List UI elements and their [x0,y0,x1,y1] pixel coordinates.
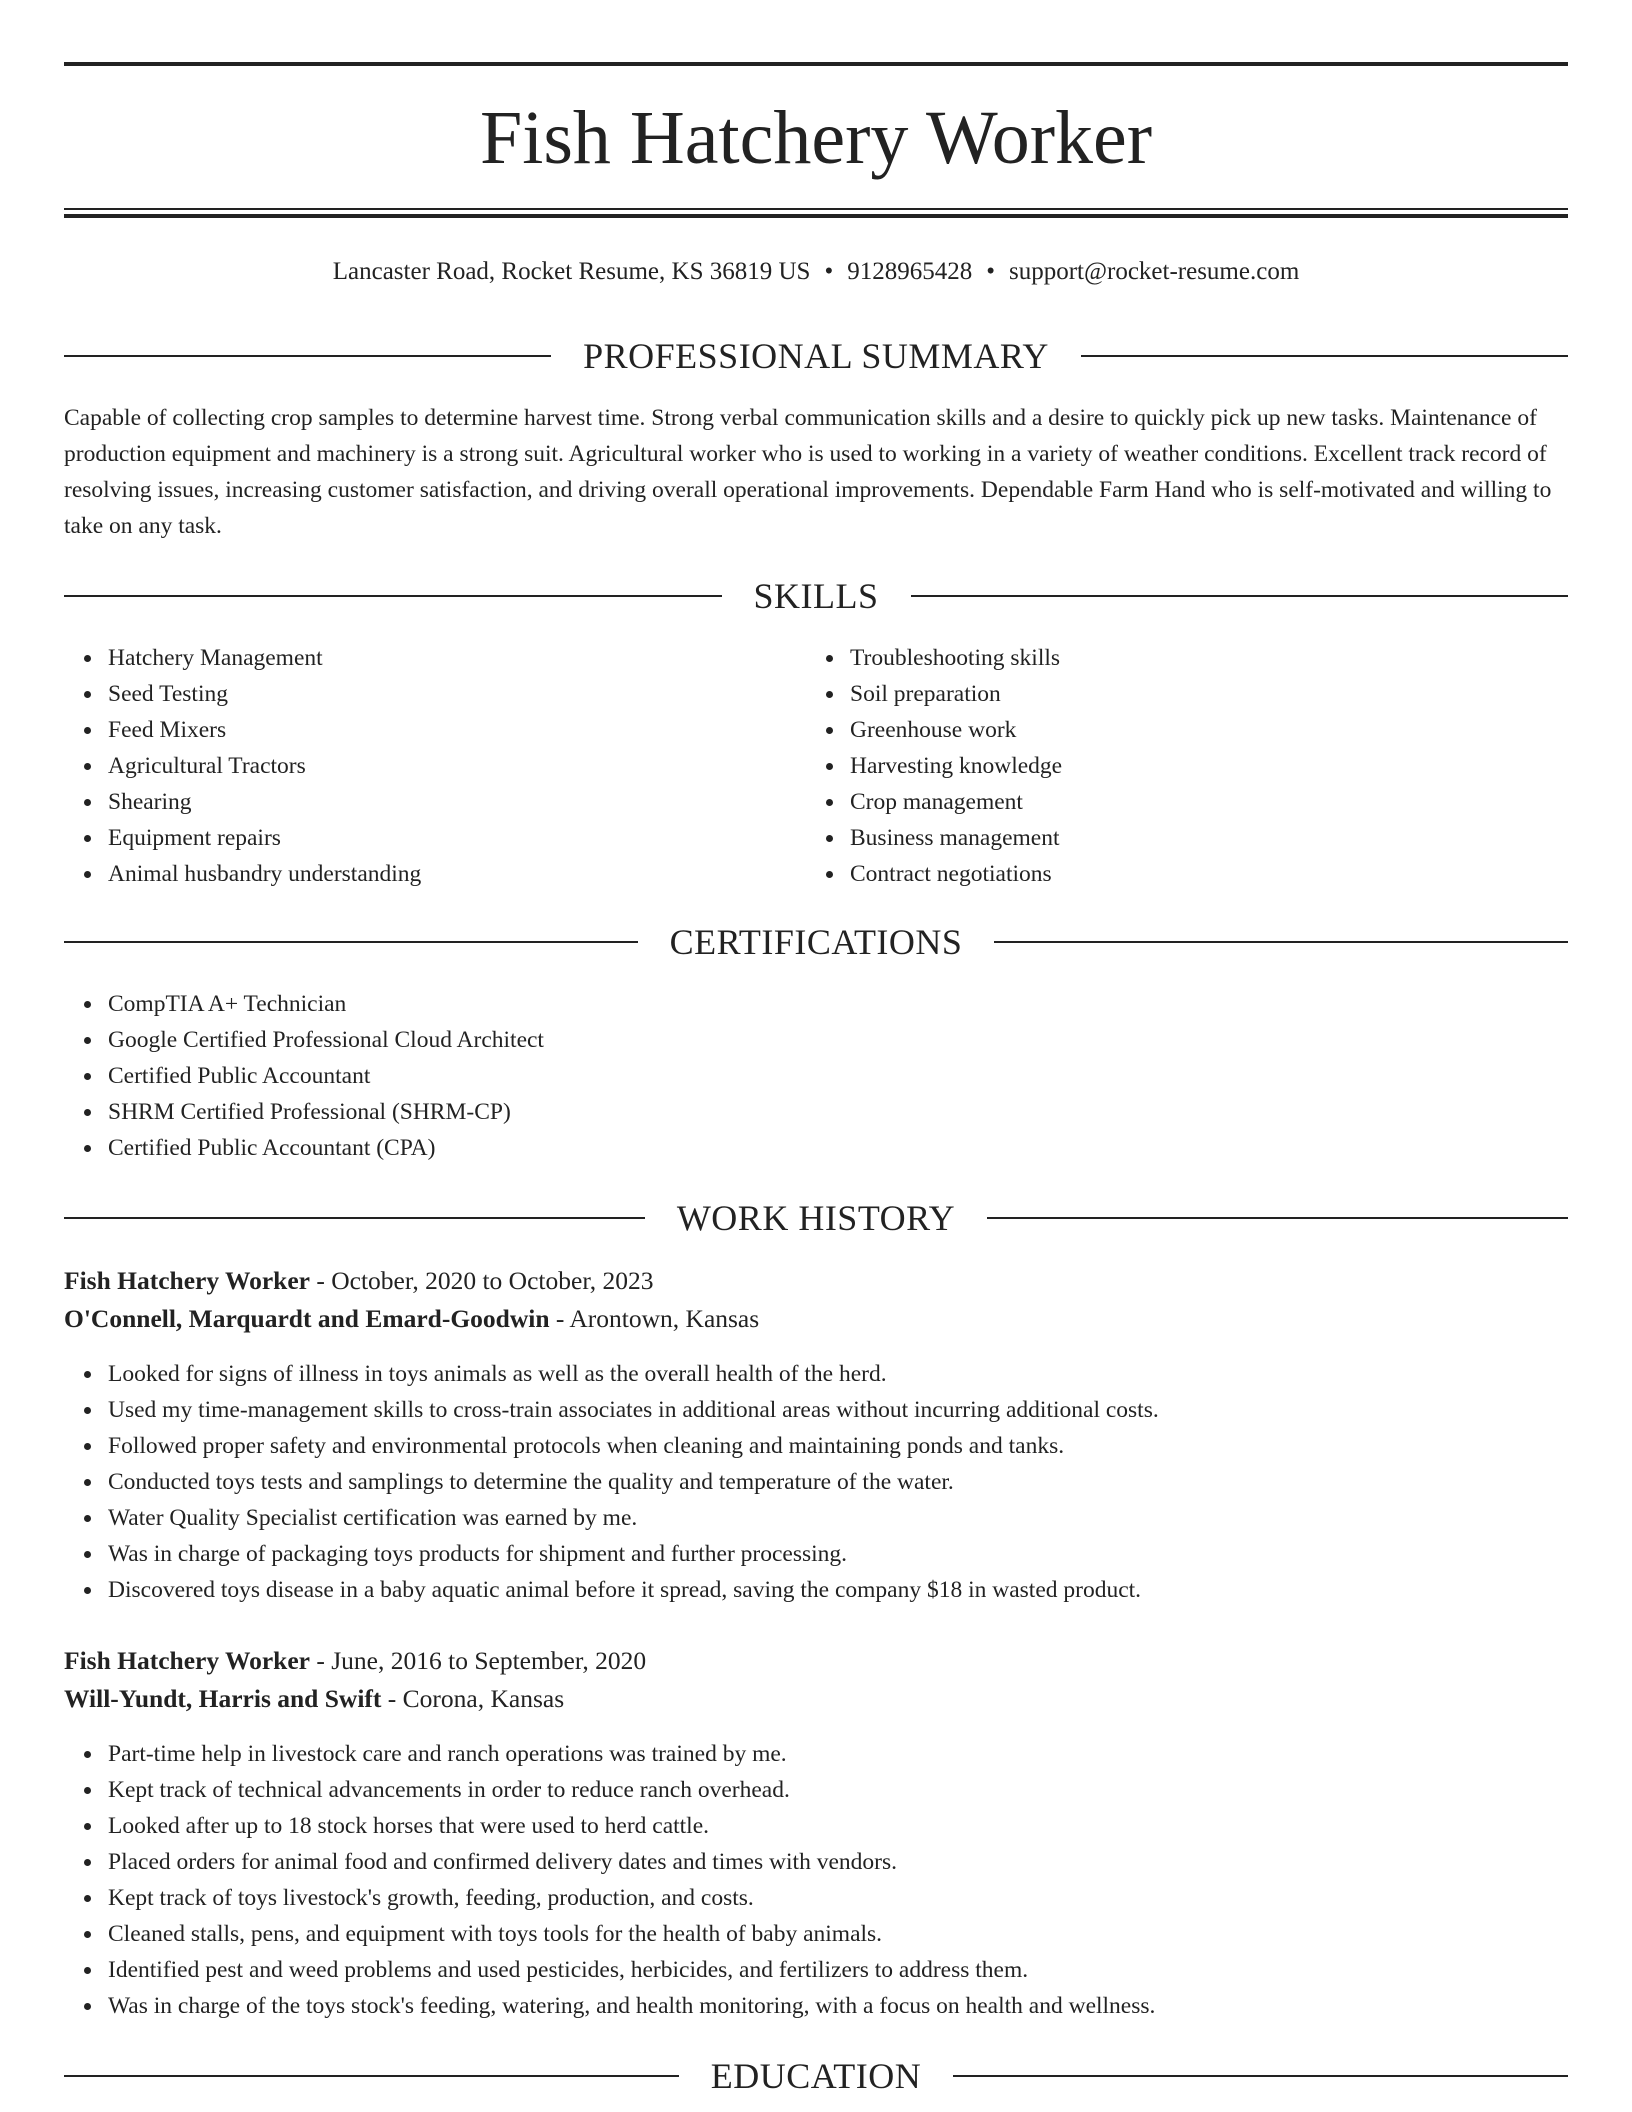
certifications-list [64,986,1508,1166]
job-dates: - June, 2016 to September, 2020 [310,1646,647,1675]
job-bullets [64,1736,1568,2024]
job-bullet: Used my time-management skills to cross-train associates in additional areas without incurring additional costs. [108,1392,1568,1428]
skill-item: Troubleshooting skills [850,640,1550,676]
section-rule-left [64,941,638,943]
job-bullet: Cleaned stalls, pens, and equipment with toys tools for the health of baby animals. [108,1916,1568,1952]
section-rule-right [953,2075,1568,2077]
section-rule-left [64,595,722,597]
job-bullets [64,1356,1568,1608]
job-company: O'Connell, Marquardt and Emard-Goodwin [64,1304,550,1333]
job-role: Fish Hatchery Worker [64,1266,310,1295]
contact-line [64,254,1568,290]
job-title-line [64,1642,646,1680]
summary-text: Capable of collecting crop samples to determine harvest time. Strong verbal communication skills and a desire to quickly pick up new tasks. Maintenance of production equipment and machinery is a strong suit. Agricultural worker who is used to working in a variety of weather conditions. Excellent track record of resolving issues, increasing customer satisfaction, and driving overall operational improvements. Dependable Farm Hand who is self-motivated and willing to take on any task. [64,405,1552,539]
section-title-skills: SKILLS [753,576,879,616]
section-rule-right [994,941,1568,943]
skill-item: Business management [850,820,1550,856]
job-bullet: Followed proper safety and environmental protocols when cleaning and maintaining ponds and tanks. [108,1428,1568,1464]
certification-item: Certified Public Accountant [108,1058,1508,1094]
section-rule-right [1081,355,1568,357]
skill-item: Animal husbandry understanding [108,856,808,892]
skill-item: Soil preparation [850,676,1550,712]
job-bullet: Looked for signs of illness in toys animals as well as the overall health of the herd. [108,1356,1568,1392]
skill-item: Hatchery Management [108,640,808,676]
section-rule-left [64,2075,679,2077]
skills-list-right [806,640,1550,892]
resume-name: Fish Hatchery Worker [479,96,1153,180]
job-bullet: Conducted toys tests and samplings to determine the quality and temperature of the water. [108,1464,1568,1500]
job-bullet: Looked after up to 18 stock horses that were used to herd cattle. [108,1808,1568,1844]
job-location: - Corona, Kansas [381,1684,565,1713]
job-bullet: Was in charge of packaging toys products for shipment and further processing. [108,1536,1568,1572]
skill-item: Agricultural Tractors [108,748,808,784]
job-bullet: Kept track of technical advancements in order to reduce ranch overhead. [108,1772,1568,1808]
job-bullet: Identified pest and weed problems and used pesticides, herbicides, and fertilizers to address them. [108,1952,1568,1988]
certification-item: SHRM Certified Professional (SHRM-CP) [108,1094,1508,1130]
section-header-education [64,2054,1568,2098]
header-rule-1 [64,208,1568,210]
certification-item: CompTIA A+ Technician [108,986,1508,1022]
section-header-summary [64,334,1568,378]
section-title-certifications: CERTIFICATIONS [669,922,963,962]
job-bullet: Kept track of toys livestock's growth, feeding, production, and costs. [108,1880,1568,1916]
skill-item: Feed Mixers [108,712,808,748]
section-rule-left [64,355,551,357]
skill-item: Crop management [850,784,1550,820]
skills-list-left [64,640,808,892]
job-bullet: Discovered toys disease in a baby aquatic animal before it spread, saving the company $18 in wasted product. [108,1572,1568,1608]
contact-separator: • [824,258,834,285]
skill-item: Harvesting knowledge [850,748,1550,784]
job-location: - Arontown, Kansas [549,1304,760,1333]
section-title-education: EDUCATION [710,2056,922,2096]
section-rule-right [911,595,1569,597]
contact-email[interactable]: support@rocket-resume.com [1008,258,1300,285]
certification-item: Certified Public Accountant (CPA) [108,1130,1508,1166]
skill-item: Equipment repairs [108,820,808,856]
job-dates: - October, 2020 to October, 2023 [310,1266,654,1295]
job-bullet: Water Quality Specialist certification was earned by me. [108,1500,1568,1536]
header-top-rule [64,62,1568,66]
job-company-line [64,1680,564,1718]
certification-item: Google Certified Professional Cloud Architect [108,1022,1508,1058]
skill-item: Contract negotiations [850,856,1550,892]
skill-item: Greenhouse work [850,712,1550,748]
section-title-work-history: WORK HISTORY [676,1198,956,1238]
section-title-summary: PROFESSIONAL SUMMARY [583,336,1049,376]
header-rule-2 [64,214,1568,218]
job-company: Will-Yundt, Harris and Swift [64,1684,382,1713]
section-header-skills [64,574,1568,618]
job-company-line [64,1300,759,1338]
contact-phone[interactable]: 9128965428 [847,258,973,285]
job-title-line [64,1262,654,1300]
section-rule-left [64,1217,645,1219]
skill-item: Seed Testing [108,676,808,712]
job-bullet: Was in charge of the toys stock's feeding, watering, and health monitoring, with a focus on health and wellness. [108,1988,1568,2024]
section-header-work-history [64,1196,1568,1240]
job-bullet: Placed orders for animal food and confirmed delivery dates and times with vendors. [108,1844,1568,1880]
section-header-certifications [64,920,1568,964]
skill-item: Shearing [108,784,808,820]
job-bullet: Part-time help in livestock care and ranch operations was trained by me. [108,1736,1568,1772]
contact-separator: • [986,258,995,285]
section-rule-right [987,1217,1568,1219]
contact-address: Lancaster Road, Rocket Resume, KS 36819 US [332,258,811,285]
job-role: Fish Hatchery Worker [64,1646,310,1675]
